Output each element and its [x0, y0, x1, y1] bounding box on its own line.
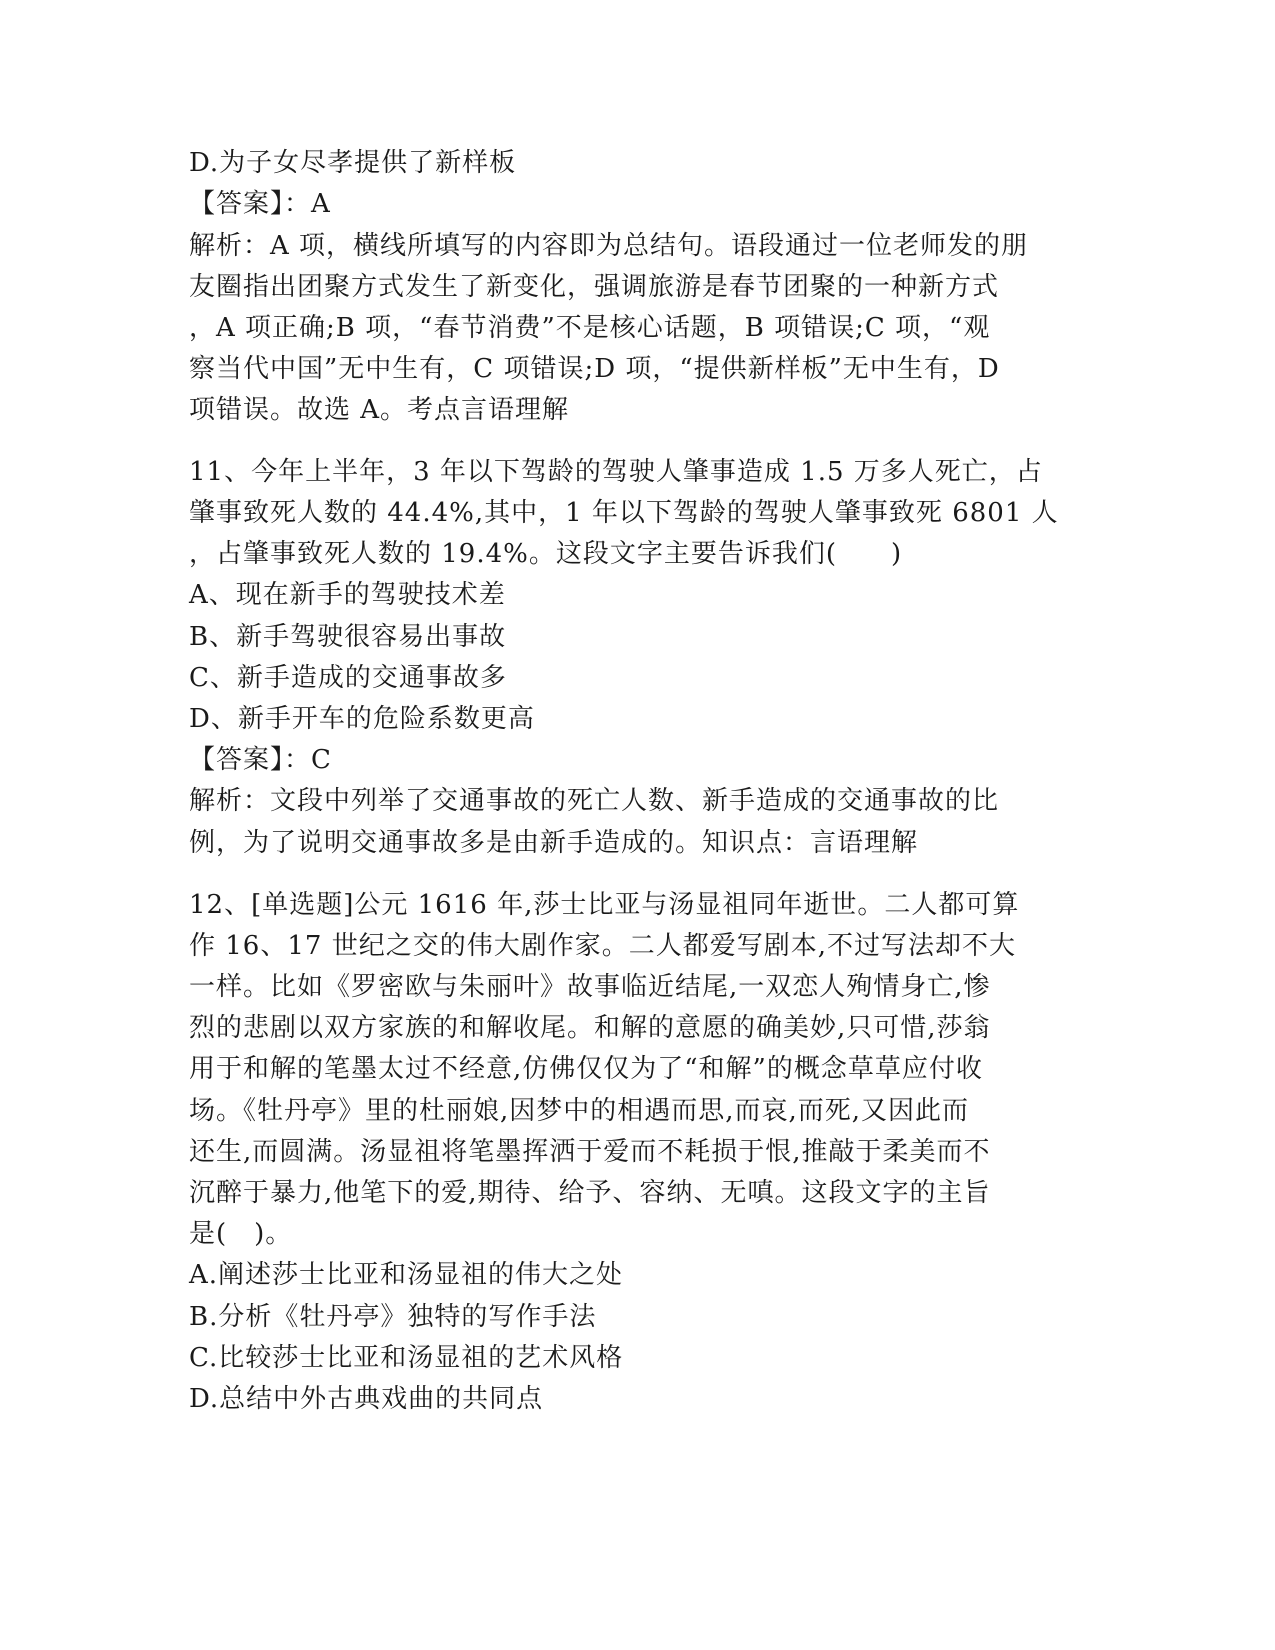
- q12-stem-line: 一样。比如《罗密欧与朱丽叶》故事临近结尾,一双恋人殉情身亡,惨: [189, 972, 991, 1002]
- q11-option-b: B、新手驾驶很容易出事故: [189, 622, 507, 652]
- q10-analysis-line: 友圈指出团聚方式发生了新变化，强调旅游是春节团聚的一种新方式: [189, 272, 1000, 302]
- q12-option-c: C.比较莎士比亚和汤显祖的艺术风格: [189, 1343, 624, 1373]
- q12-option-d: D.总结中外古典戏曲的共同点: [189, 1384, 544, 1414]
- q11-analysis-line: 例，为了说明交通事故多是由新手造成的。知识点：言语理解: [189, 828, 919, 858]
- q11-stem-line: 11、今年上半年，3 年以下驾龄的驾驶人肇事造成 1.5 万多人死亡，占: [189, 457, 1043, 487]
- q12-stem-line: 12、[单选题]公元 1616 年,莎士比亚与汤显祖同年逝世。二人都可算: [189, 890, 1020, 920]
- q10-analysis-line: 解析：A 项，横线所填写的内容即为总结句。语段通过一位老师发的朋: [189, 231, 1029, 261]
- q12-stem-line: 烈的悲剧以双方家族的和解收尾。和解的意愿的确美妙,只可惜,莎翁: [189, 1013, 991, 1043]
- q11-stem-line: 肇事致死人数的 44.4%,其中，1 年以下驾龄的驾驶人肇事致死 6801 人: [189, 498, 1059, 528]
- q12-option-a: A.阐述莎士比亚和汤显祖的伟大之处: [189, 1260, 624, 1290]
- q12-stem-line: 用于和解的笔墨太过不经意,仿佛仅仅为了“和解”的概念草草应付收: [189, 1054, 983, 1084]
- q12-stem-line: 作 16、17 世纪之交的伟大剧作家。二人都爱写剧本,不过写法却不大: [189, 931, 1016, 961]
- q12-stem-line: 是( )。: [189, 1219, 293, 1249]
- q11-analysis-line: 解析：文段中列举了交通事故的死亡人数、新手造成的交通事故的比: [189, 786, 1000, 816]
- q11-option-d: D、新手开车的危险系数更高: [189, 704, 535, 734]
- q10-answer: 【答案】：A: [189, 189, 331, 219]
- q12-stem-line: 沉醉于暴力,他笔下的爱,期待、给予、容纳、无嗔。这段文字的主旨: [189, 1178, 991, 1208]
- q10-option-d: D.为子女尽孝提供了新样板: [189, 148, 517, 178]
- q12-stem-line: 场。《牡丹亭》里的杜丽娘,因梦中的相遇而思,而哀,而死,又因此而: [189, 1096, 970, 1126]
- q12-option-b: B.分析《牡丹亭》独特的写作手法: [189, 1302, 597, 1332]
- q11-option-c: C、新手造成的交通事故多: [189, 663, 507, 693]
- q11-option-a: A、现在新手的驾驶技术差: [189, 580, 506, 610]
- q11-answer: 【答案】：C: [189, 745, 332, 775]
- q10-analysis-line: ，A 项正确;B 项，“春节消费”不是核心话题，B 项错误;C 项，“观: [189, 313, 991, 343]
- q11-stem-line: ，占肇事致死人数的 19.4%。这段文字主要告诉我们( ): [189, 539, 903, 569]
- q12-stem-line: 还生,而圆满。汤显祖将笔墨挥洒于爱而不耗损于恨,推敲于柔美而不: [189, 1137, 991, 1167]
- q10-analysis-line: 项错误。故选 A。考点言语理解: [189, 395, 570, 425]
- q10-analysis-line: 察当代中国”无中生有，C 项错误;D 项，“提供新样板”无中生有，D: [189, 354, 1000, 384]
